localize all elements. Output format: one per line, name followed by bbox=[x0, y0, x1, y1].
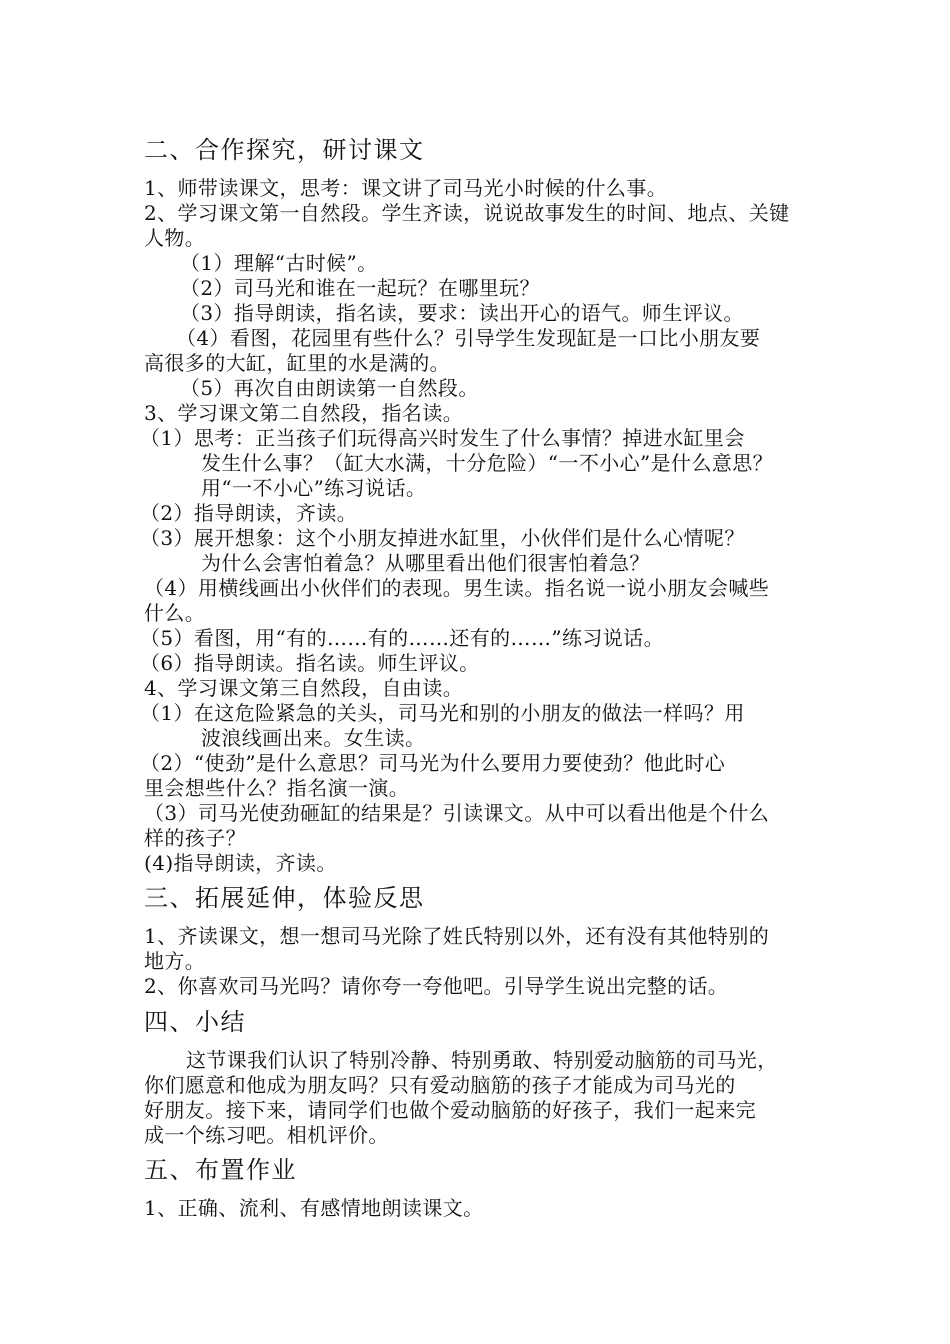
section-heading: 四、小结 bbox=[144, 1008, 246, 1036]
text-line: （6）指导朗读。指名读。师生评议。 bbox=[140, 651, 480, 675]
text-line: （5）看图，用“有的……有的……还有的……”练习说话。 bbox=[140, 626, 664, 650]
text-line: （1）理解“古时候”。 bbox=[180, 251, 378, 275]
text-line: 2、学习课文第一自然段。学生齐读，说说故事发生的时间、地点、关键 bbox=[144, 201, 790, 225]
text-line: 地方。 bbox=[144, 949, 206, 973]
text-line: 1、师带读课文，思考：课文讲了司马光小时候的什么事。 bbox=[144, 176, 668, 200]
text-line: 用“一不小心”练习说话。 bbox=[201, 476, 427, 500]
text-line: （1）在这危险紧急的关头，司马光和别的小朋友的做法一样吗？用 bbox=[140, 701, 745, 725]
text-line: 1、正确、流利、有感情地朗读课文。 bbox=[144, 1196, 484, 1220]
text-line: 里会想些什么？指名演一演。 bbox=[144, 776, 410, 800]
text-line: （5）再次自由朗读第一自然段。 bbox=[180, 376, 479, 400]
text-line: 4、学习课文第三自然段，自由读。 bbox=[144, 676, 464, 700]
text-line: 为什么会害怕着急？从哪里看出他们很害怕着急？ bbox=[201, 551, 650, 575]
text-line: （1）思考：正当孩子们玩得高兴时发生了什么事情？掉进水缸里会 bbox=[140, 426, 745, 450]
text-line: （3）司马光使劲砸缸的结果是？引读课文。从中可以看出他是个什么 bbox=[144, 801, 770, 825]
text-line: 3、学习课文第二自然段，指名读。 bbox=[144, 401, 464, 425]
text-line: 你们愿意和他成为朋友吗？只有爱动脑筋的孩子才能成为司马光的 bbox=[144, 1073, 736, 1097]
text-line: 样的孩子？ bbox=[144, 826, 246, 850]
text-line: 成一个练习吧。相机评价。 bbox=[144, 1123, 389, 1147]
text-line: （4）看图，花园里有些什么？引导学生发现缸是一口比小朋友要 bbox=[176, 326, 761, 350]
text-line: 人物。 bbox=[144, 226, 206, 250]
section-heading: 二、合作探究，研讨课文 bbox=[144, 136, 425, 164]
text-line: （2）“使劲”是什么意思？司马光为什么要用力要使劲？他此时心 bbox=[140, 751, 726, 775]
text-line: 高很多的大缸，缸里的水是满的。 bbox=[144, 351, 450, 375]
text-line: 发生什么事？（缸大水满，十分危险）“一不小心”是什么意思？ bbox=[201, 451, 774, 475]
text-line: （2）司马光和谁在一起玩？在哪里玩？ bbox=[180, 276, 540, 300]
text-line: 1、齐读课文，想一想司马光除了姓氏特别以外，还有没有其他特别的 bbox=[144, 924, 770, 948]
text-line: （3）展开想象：这个小朋友掉进水缸里，小伙伴们是什么心情呢？ bbox=[140, 526, 745, 550]
section-heading: 五、布置作业 bbox=[144, 1156, 297, 1184]
text-line: （4）用横线画出小伙伴们的表现。男生读。指名说一说小朋友会喊些 bbox=[144, 576, 770, 600]
section-heading: 三、拓展延伸，体验反思 bbox=[144, 884, 425, 912]
text-line: 波浪线画出来。女生读。 bbox=[201, 726, 426, 750]
text-line: 这节课我们认识了特别冷静、特别勇敢、特别爱动脑筋的司马光， bbox=[186, 1048, 778, 1072]
text-line: 好朋友。接下来，请同学们也做个爱动脑筋的好孩子，我们一起来完 bbox=[144, 1098, 756, 1122]
text-line: （3）指导朗读，指名读，要求：读出开心的语气。师生评议。 bbox=[180, 301, 744, 325]
text-line: （2）指导朗读，齐读。 bbox=[140, 501, 358, 525]
text-line: (4)指导朗读，齐读。 bbox=[144, 851, 337, 875]
text-line: 2、你喜欢司马光吗？请你夸一夸他吧。引导学生说出完整的话。 bbox=[144, 974, 729, 998]
text-line: 什么。 bbox=[144, 601, 206, 625]
